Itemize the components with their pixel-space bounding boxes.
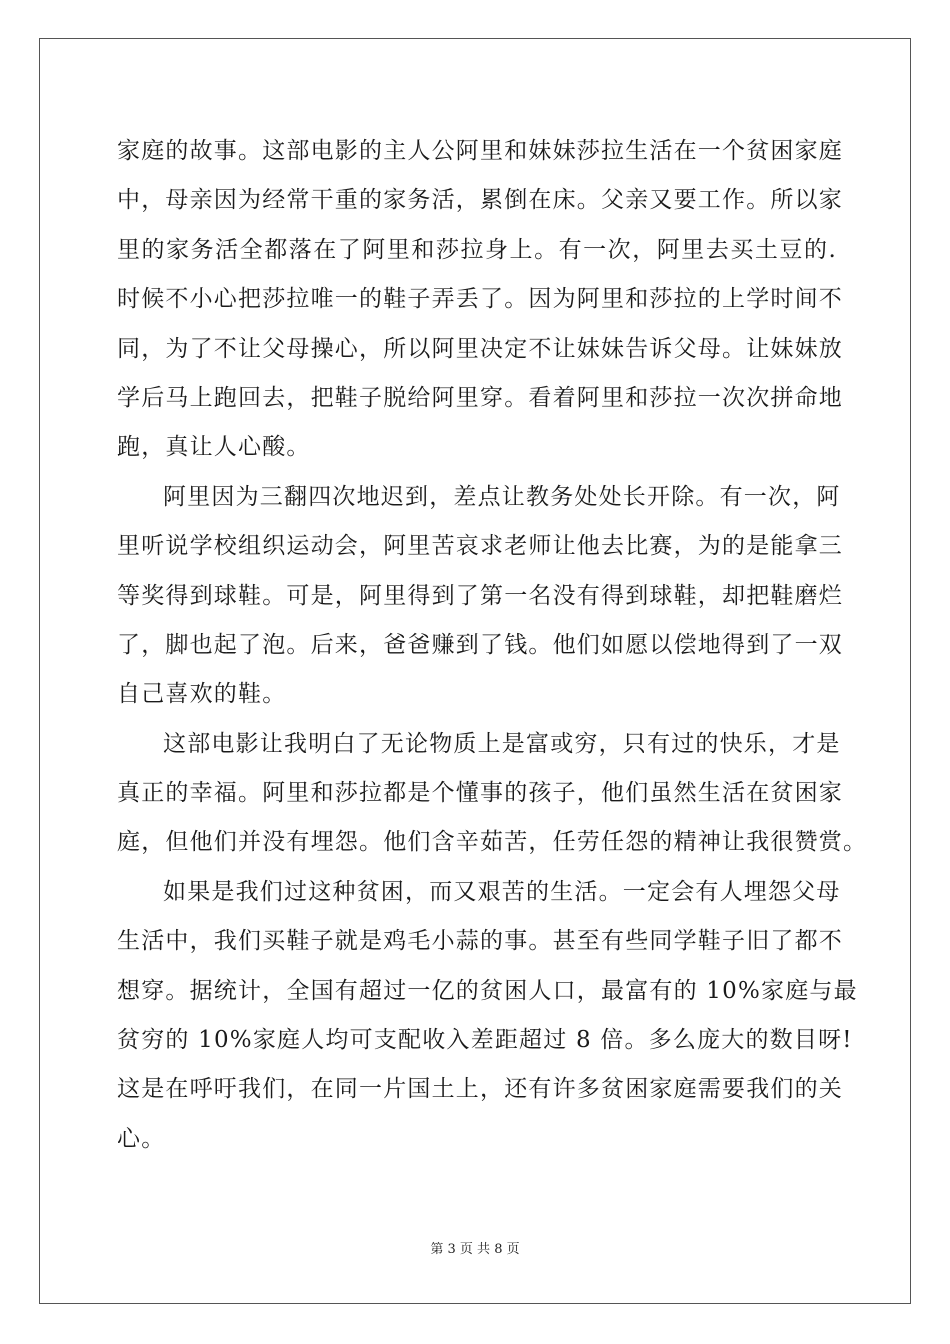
text-line: 庭，但他们并没有埋怨。他们含辛茹苦，任劳任怨的精神让我很赞赏。: [117, 829, 868, 856]
text-line: 贫穷的 10%家庭人均可支配收入差距超过 8 倍。多么庞大的数目呀!: [117, 1027, 853, 1054]
text-line: 生活中，我们买鞋子就是鸡毛小蒜的事。甚至有些同学鞋子旧了都不: [117, 928, 843, 955]
paragraph: [117, 473, 843, 720]
text-line: 里听说学校组织运动会，阿里苦哀求老师让他去比赛，为的是能拿三: [117, 533, 843, 560]
text-line: 自己喜欢的鞋。: [117, 681, 287, 708]
text-line: 这是在呼吁我们，在同一片国土上，还有许多贫困家庭需要我们的关: [117, 1076, 843, 1103]
text-line: 学后马上跑回去，把鞋子脱给阿里穿。看着阿里和莎拉一次次拼命地: [117, 384, 843, 411]
text-line: 想穿。据统计，全国有超过一亿的贫困人口，最富有的 10%家庭与最: [117, 977, 858, 1004]
text-line: 时候不小心把莎拉唯一的鞋子弄丢了。因为阿里和莎拉的上学时间不: [117, 286, 843, 313]
text-line: 等奖得到球鞋。可是，阿里得到了第一名没有得到球鞋，却把鞋磨烂: [117, 582, 843, 609]
paragraph: [117, 127, 843, 473]
document-body: [117, 127, 868, 1164]
text-line: 这部电影让我明白了无论物质上是富或穷，只有过的快乐，才是: [163, 730, 841, 757]
text-line: 了，脚也起了泡。后来，爸爸赚到了钱。他们如愿以偿地得到了一双: [117, 631, 843, 658]
text-line: 如果是我们过这种贫困，而又艰苦的生活。一定会有人埋怨父母: [163, 878, 841, 905]
text-line: 真正的幸福。阿里和莎拉都是个懂事的孩子，他们虽然生活在贫困家: [117, 780, 843, 807]
text-line: 同，为了不让父母操心，所以阿里决定不让妹妹告诉父母。让妹妹放: [117, 335, 843, 362]
text-line: 跑，真让人心酸。: [117, 434, 311, 461]
text-line: 里的家务活全都落在了阿里和莎拉身上。有一次，阿里去买土豆的.: [117, 236, 837, 263]
text-line: 阿里因为三翻四次地迟到，差点让教务处处长开除。有一次，阿: [163, 483, 841, 510]
paragraph: [117, 720, 868, 868]
text-line: 心。: [117, 1125, 166, 1152]
text-line: 中，母亲因为经常干重的家务活，累倒在床。父亲又要工作。所以家: [117, 187, 843, 214]
text-line: 家庭的故事。这部电影的主人公阿里和妹妹莎拉生活在一个贫困家庭: [117, 138, 843, 164]
page-footer: 第 3 页 共 8 页: [430, 1242, 520, 1257]
paragraph: [117, 868, 858, 1164]
